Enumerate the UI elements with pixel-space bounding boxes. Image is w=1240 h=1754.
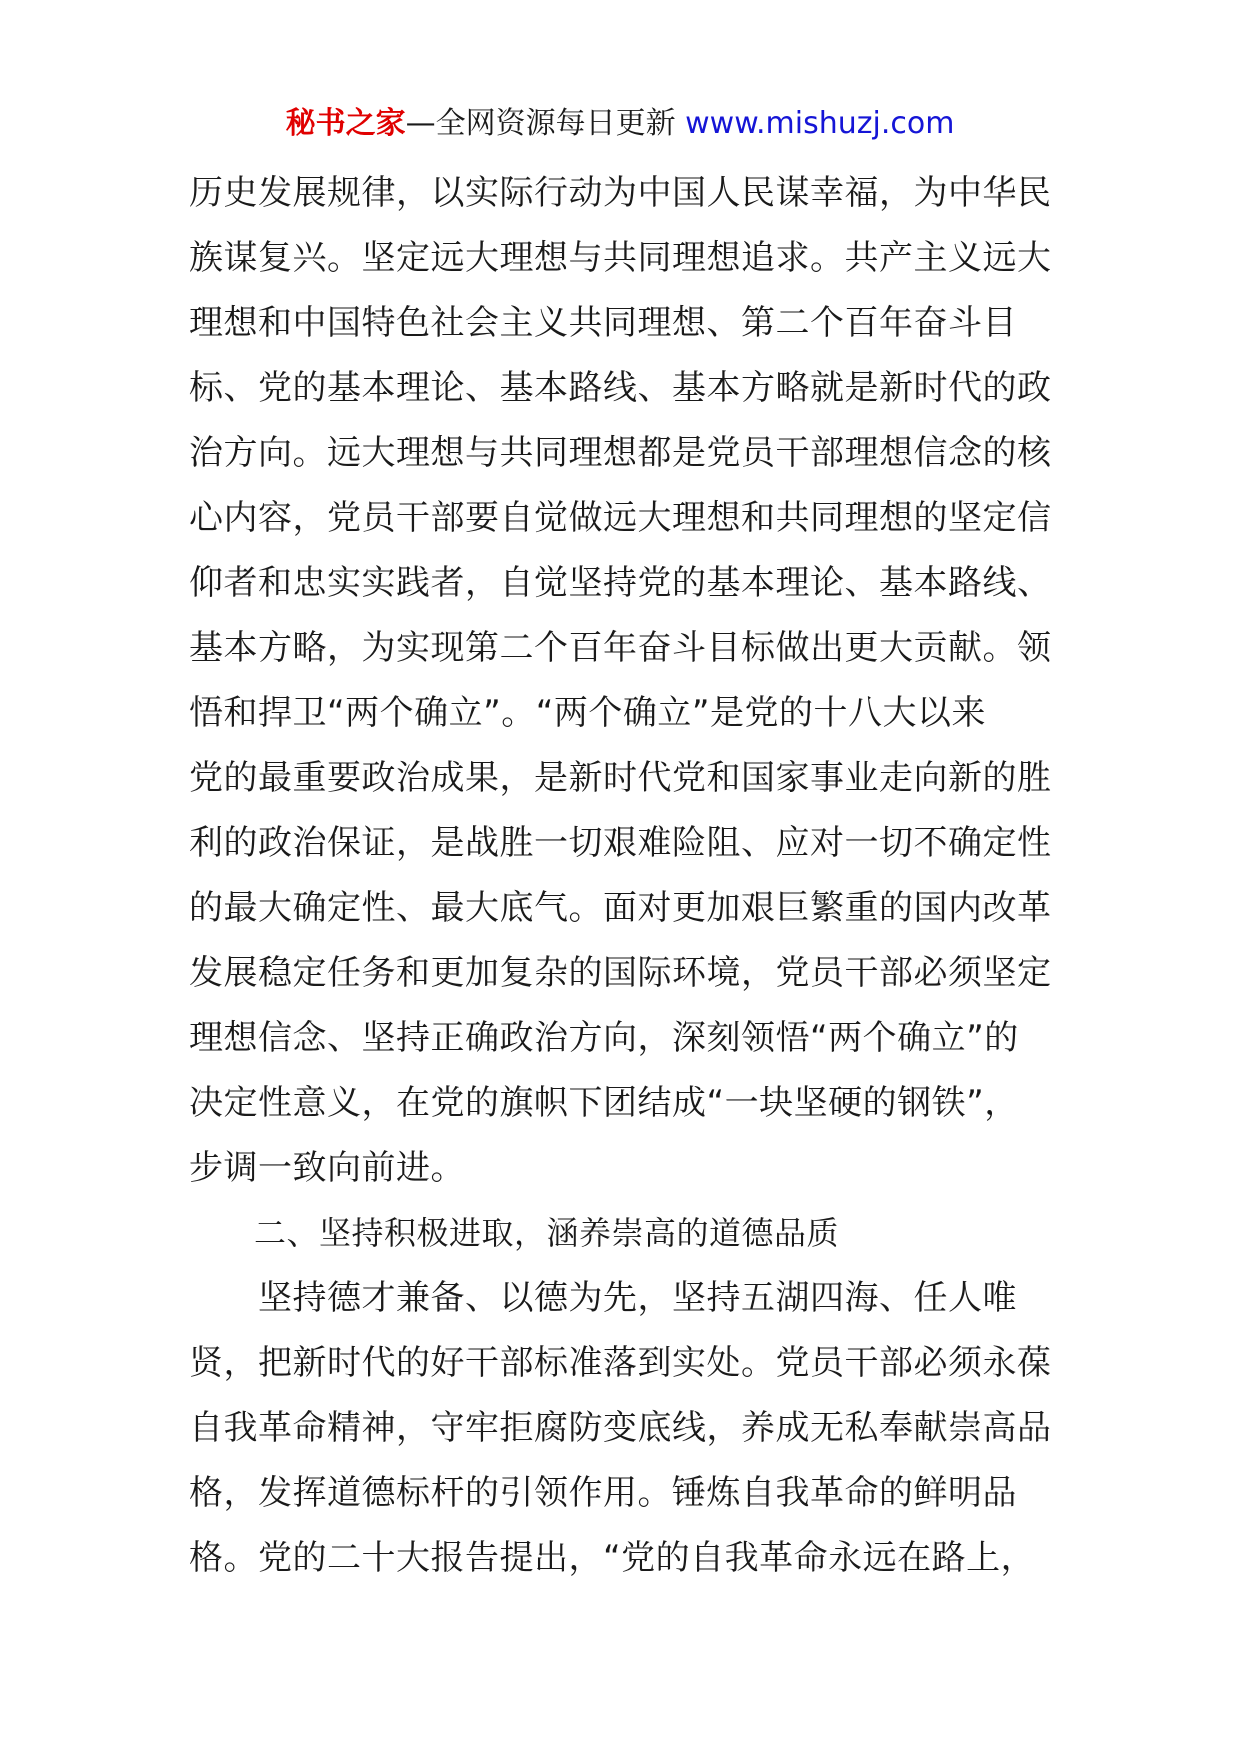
text-line: 族谋复兴。坚定远大理想与共同理想追求。共产主义远大: [189, 238, 1052, 278]
text-line: 格。党的二十大报告提出，“党的自我革命永远在路上，: [189, 1538, 1036, 1578]
header-tagline: —全网资源每日更新: [405, 106, 686, 141]
text-line: 标、党的基本理论、基本路线、基本方略就是新时代的政: [189, 368, 1052, 408]
text-line: 贤，把新时代的好干部标准落到实处。党员干部必须永葆: [189, 1343, 1052, 1383]
text-line: 的最大确定性、最大底气。面对更加艰巨繁重的国内改革: [189, 888, 1052, 928]
text-line: 发展稳定任务和更加复杂的国际环境，党员干部必须坚定: [189, 953, 1052, 993]
section-heading: 二、坚持积极进取，涵养崇高的道德品质: [189, 1214, 840, 1252]
text-line: 步调一致向前进。: [189, 1148, 465, 1188]
text-line: 历史发展规律，以实际行动为中国人民谋幸福，为中华民: [189, 173, 1052, 213]
text-line: 理想和中国特色社会主义共同理想、第二个百年奋斗目: [189, 303, 1017, 343]
document-body: [189, 161, 1059, 1591]
text-line: 格，发挥道德标杆的引领作用。锤炼自我革命的鲜明品: [189, 1473, 1017, 1513]
header-brand: 秘书之家: [285, 106, 406, 141]
text-line: 自我革命精神，守牢拒腐防变底线，养成无私奉献崇高品: [189, 1408, 1052, 1448]
text-line: 理想信念、坚持正确政治方向，深刻领悟“两个确立”的: [189, 1018, 1019, 1058]
text-line: 党的最重要政治成果，是新时代党和国家事业走向新的胜: [189, 758, 1052, 798]
text-line: 心内容，党员干部要自觉做远大理想和共同理想的坚定信: [189, 498, 1052, 538]
text-line: 悟和捍卫“两个确立”。“两个确立”是党的十八大以来: [189, 693, 986, 733]
text-line: 仰者和忠实实践者，自觉坚持党的基本理论、基本路线、: [189, 563, 1052, 603]
text-line: 决定性意义，在党的旗帜下团结成“一块坚硬的钢铁”，: [189, 1083, 1019, 1123]
header-site-url[interactable]: www.mishuzj.com: [685, 106, 955, 141]
text-line: 基本方略，为实现第二个百年奋斗目标做出更大贡献。领: [189, 628, 1052, 668]
text-line: 治方向。远大理想与共同理想都是党员干部理想信念的核: [189, 433, 1052, 473]
text-line: 坚持德才兼备、以德为先，坚持五湖四海、任人唯: [189, 1278, 1017, 1318]
text-line: 利的政治保证，是战胜一切艰难险阻、应对一切不确定性: [189, 823, 1052, 863]
page-header: [0, 102, 1240, 146]
